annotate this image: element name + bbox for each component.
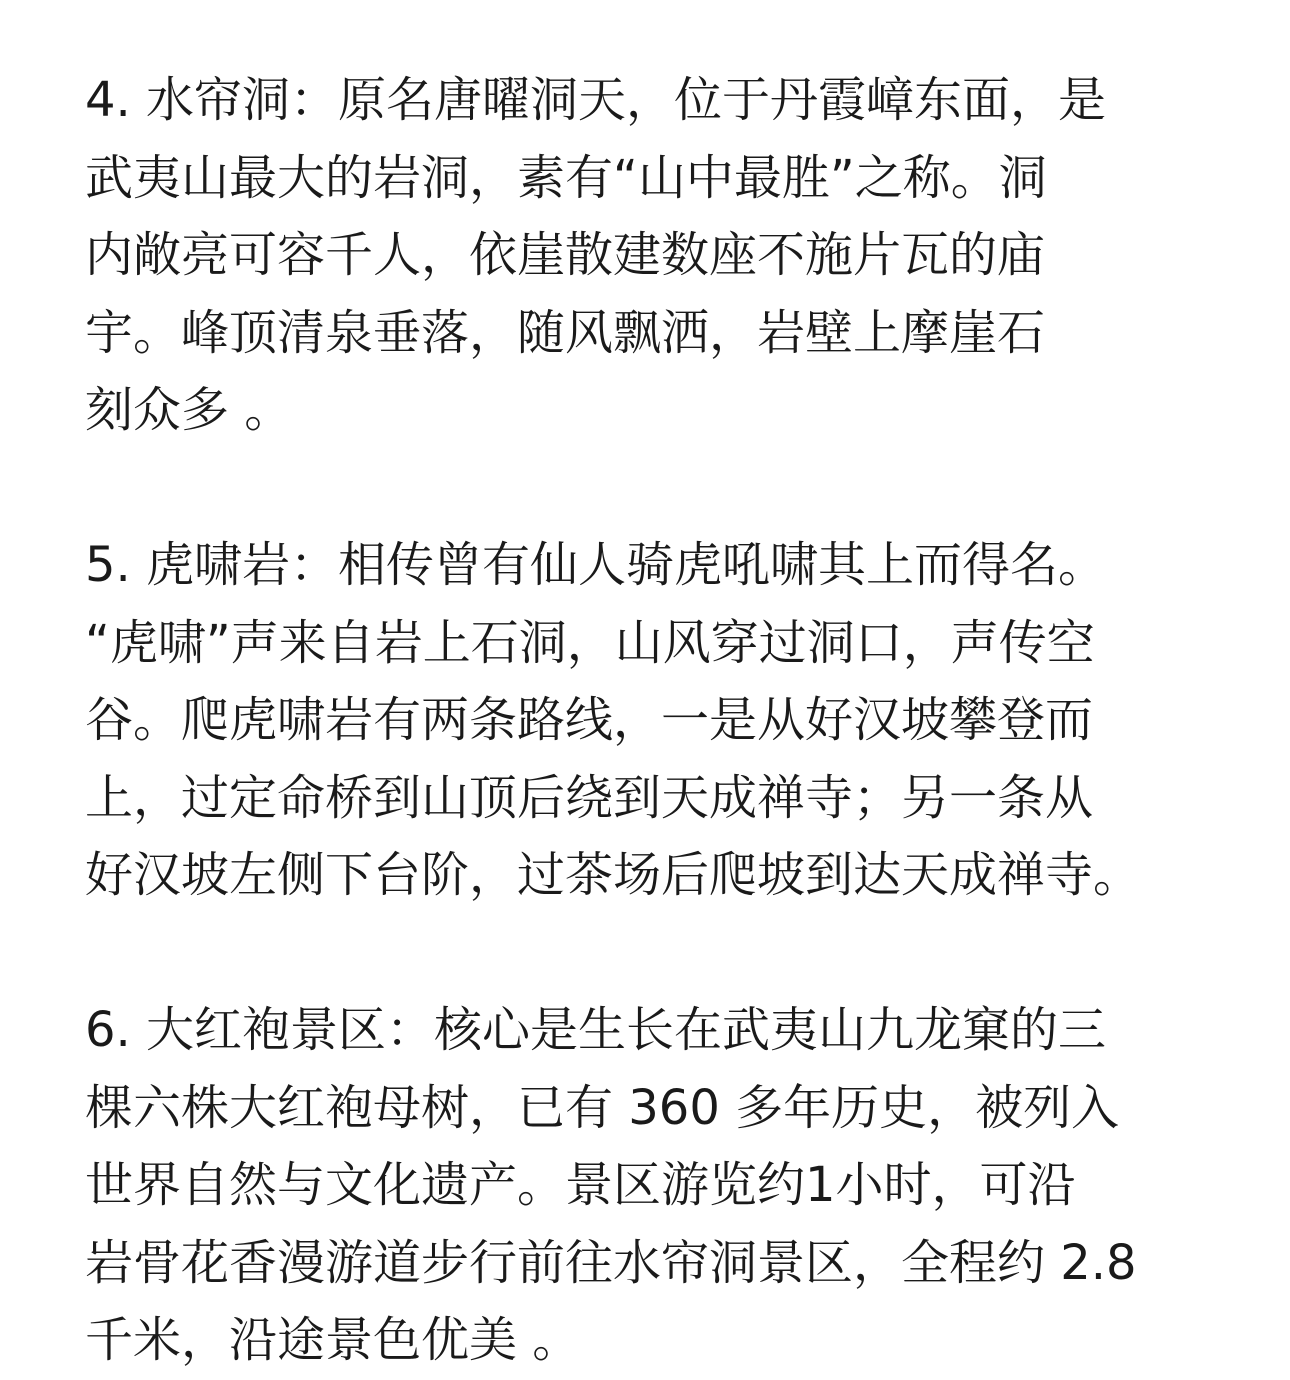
paragraph-huxiao-rock (85, 527, 1215, 915)
text-line: 上，过定命桥到山顶后绕到天成禅寺；另一条从 (85, 769, 1094, 826)
text-line: 谷。爬虎啸岩有两条路线，一是从好汉坡攀登而 (85, 692, 1094, 748)
text-line: 好汉坡左侧下台阶，过茶场后爬坡到达天成禅寺。 (85, 847, 1142, 903)
text-line: 4. 水帘洞：原名唐曜洞天，位于丹霞嶂东面，是 (85, 72, 1107, 128)
paragraph-shuilian-cave (85, 62, 1215, 450)
text-line: 世界自然与文化遗产。景区游览约1小时，可沿 (85, 1157, 1076, 1213)
text-line: 棵六株大红袍母树，已有 360 多年历史，被列入 (85, 1079, 1120, 1136)
text-line: 5. 虎啸岩：相传曾有仙人骑虎吼啸其上而得名。 (85, 537, 1107, 593)
text-line: 武夷山最大的岩洞，素有“山中最胜”之称。洞 (85, 149, 1047, 206)
text-line: 宇。峰顶清泉垂落，随风飘洒，岩壁上摩崖石 (85, 304, 1046, 361)
article-body (85, 62, 1215, 1380)
text-line: “虎啸”声来自岩上石洞，山风穿过洞口，声传空 (85, 614, 1095, 671)
text-line: 岩骨花香漫游道步行前往水帘洞景区，全程约 2.8 (85, 1234, 1137, 1291)
text-line: 6. 大红袍景区：核心是生长在武夷山九龙窠的三 (85, 1002, 1107, 1058)
text-line: 内敞亮可容千人，依崖散建数座不施片瓦的庙 (85, 227, 1046, 283)
text-line: 刻众多 。 (85, 382, 293, 438)
text-line: 千米，沿途景色优美 。 (85, 1312, 581, 1368)
paragraph-dahongpao-area (85, 992, 1215, 1380)
